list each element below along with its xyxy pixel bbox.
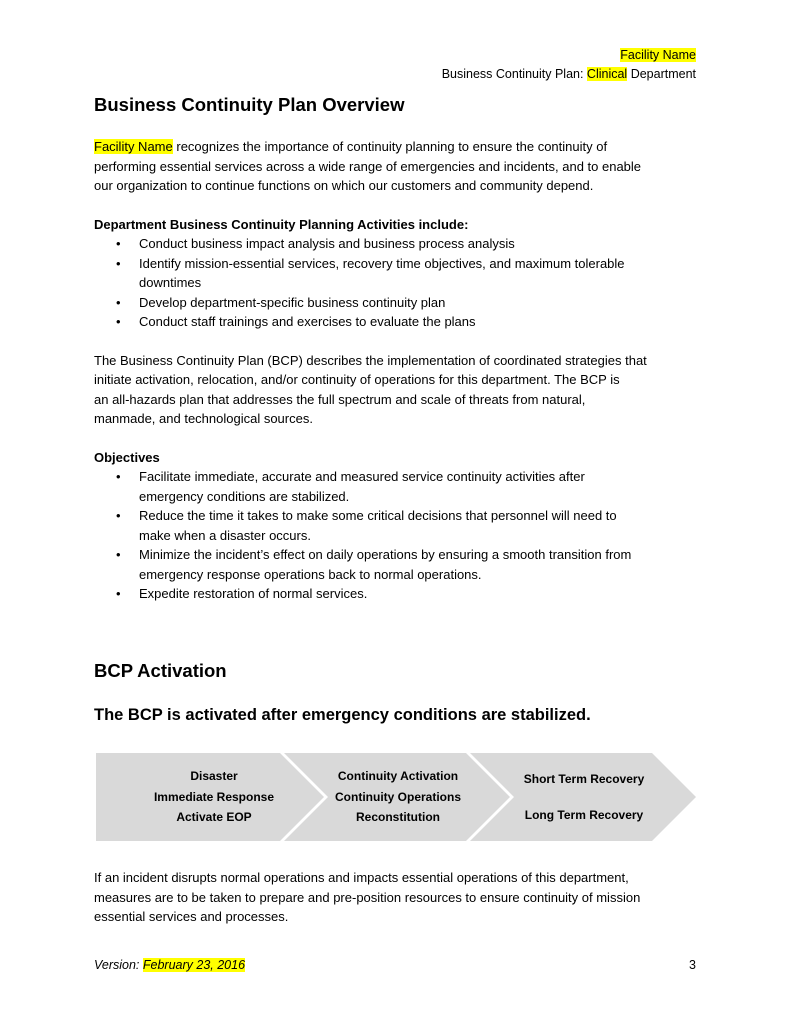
list-item: • Minimize the incident’s effect on daily operations by ensuring a smooth transition from emergency response operations back to normal operations. <box>139 545 700 584</box>
activation-subtitle: The BCP is activated after emergency conditions are stabilized. <box>94 705 591 724</box>
header-clinical: Clinical <box>586 67 628 81</box>
version-date: February 23, 2016 <box>142 958 246 972</box>
intro-paragraph: Facility Name recognizes the importance of continuity planning to ensure the continuity of performing essential services across a wide range of emergencies and incidents, and to enable our organization to continue functions on which our customers and community depend. <box>94 139 642 193</box>
version-label: Version: <box>94 958 143 972</box>
list-item: • Identify mission-essential services, recovery time objectives, and maximum tolerable downtimes <box>139 254 700 293</box>
header-facility-name: Facility Name <box>620 48 696 62</box>
page-footer <box>94 958 698 972</box>
activation-paragraph: If an incident disrupts normal operations and impacts essential operations of this department, measures are to be taken to prepare and pre-position resources to ensure continuity of mission essential services and processes. <box>94 870 641 924</box>
list-item: • Conduct staff trainings and exercises to evaluate the plans <box>139 312 700 332</box>
activation-flow <box>94 751 698 843</box>
objectives-heading: Objectives <box>94 449 160 465</box>
list-item: • Conduct business impact analysis and business process analysis <box>139 234 700 254</box>
flow-step-3: Short Term Recovery Long Term Recovery <box>523 772 645 822</box>
overview-title: Business Continuity Plan Overview <box>94 94 405 115</box>
list-item: • Reduce the time it takes to make some critical decisions that personnel will need to make when a disaster occurs. <box>139 506 700 545</box>
flow-step-2: Continuity Activation Continuity Operations Reconstitution <box>335 769 461 825</box>
activities-list <box>94 234 700 332</box>
intro-facility-name: Facility Name <box>94 139 173 154</box>
page-header <box>442 46 696 84</box>
list-item: • Facilitate immediate, accurate and measured service continuity activities after emergency conditions are stabilized. <box>139 467 700 506</box>
objectives-list <box>94 467 700 604</box>
activities-heading: Department Business Continuity Planning Activities include: <box>94 216 469 232</box>
header-plan-title: Business Continuity Plan: Clinical Department <box>441 67 696 81</box>
activation-title: BCP Activation <box>94 659 227 681</box>
list-item: • Expedite restoration of normal services. <box>139 584 700 604</box>
document-body <box>94 92 700 726</box>
bcp-paragraph: The Business Continuity Plan (BCP) describes the implementation of coordinated strategies that initiate activation, relocation, and/or continuity of operations for this department. The BCP is an all-hazards plan that addresses the full spectrum and scale of threats from natural, manmade, and technological sources. <box>94 352 647 426</box>
page-number: 3 <box>689 958 696 972</box>
flow-step-1: Disaster Immediate Response Activate EOP <box>153 769 275 825</box>
list-item: • Develop department-specific business continuity plan <box>139 293 700 313</box>
